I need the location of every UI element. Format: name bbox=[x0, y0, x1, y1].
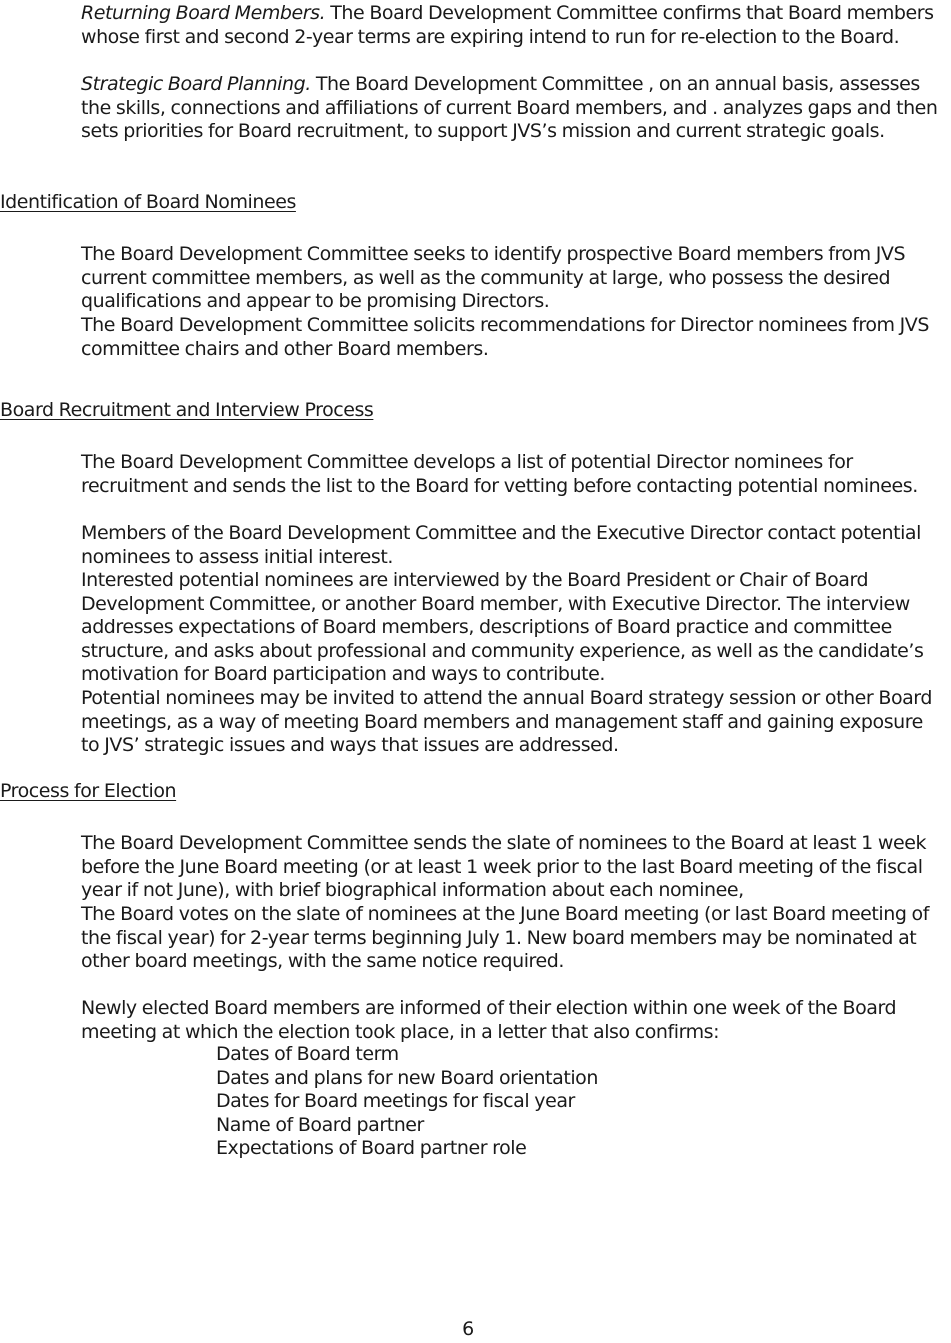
election-paragraph-3: Newly elected Board members are informed of their election within one week of the Board meeting at which the election took place, in a letter that also confirms: bbox=[81, 997, 897, 1043]
list-item: Dates of Board term bbox=[216, 1043, 399, 1065]
returning-board-members-text: The Board Development Committee confirms that Board members whose first and second 2-year terms are expiring intend to run for re-election to the Board. bbox=[81, 2, 934, 48]
page-number: 6 bbox=[462, 1318, 474, 1340]
identification-paragraph-1: The Board Development Committee seeks to identify prospective Board members from JVS current committee members, as well as the community at large, who possess the desired qualifications and appear to be promising Directors. bbox=[81, 243, 906, 313]
identification-paragraph-2: The Board Development Committee solicits recommendations for Director nominees from JVS committee chairs and other Board members. bbox=[81, 314, 929, 360]
strategic-board-planning-text: The Board Development Committee , on an annual basis, assesses the skills, connections and affiliations of current Board members, and . analyzes gaps and then sets priorities for Board recruitment, to support JVS’s mission and current strategic goals. bbox=[81, 73, 938, 143]
list-item: Expectations of Board partner role bbox=[216, 1137, 527, 1160]
identification-heading: Identification of Board Nominees bbox=[0, 191, 296, 213]
returning-board-members-lead: Returning Board Members. bbox=[81, 2, 326, 24]
confirmation-list bbox=[216, 1043, 598, 1161]
election-heading: Process for Election bbox=[0, 780, 177, 802]
recruitment-paragraph-2: Members of the Board Development Committee and the Executive Director contact potential nominees to assess initial interest. bbox=[81, 522, 921, 568]
list-item: Name of Board partner bbox=[216, 1113, 424, 1136]
recruitment-paragraph-3: Interested potential nominees are interviewed by the Board President or Chair of Board Development Committee, or another Board member, with Executive Director. The interview addresses expectations of Board members, descriptions of Board practice and committee structure, and asks about professional and community experience, as well as the candidate’s motivation for Board participation and ways to contribute. bbox=[81, 569, 924, 686]
election-paragraph-2: The Board votes on the slate of nominees at the June Board meeting (or last Board meeting of the fiscal year) for 2-year terms beginning July 1. New board members may be nominated at other board meetings, with the same notice required. bbox=[81, 903, 929, 973]
recruitment-paragraph-1: The Board Development Committee develops a list of potential Director nominees for recruitment and sends the list to the Board for vetting before contacting potential nominees. bbox=[81, 451, 918, 497]
strategic-board-planning-paragraph bbox=[81, 73, 943, 144]
election-paragraph-1: The Board Development Committee sends the slate of nominees to the Board at least 1 week before the June Board meeting (or at least 1 week prior to the last Board meeting of the fiscal year if not June), with brief biographical information about each nominee, bbox=[81, 832, 927, 902]
recruitment-heading: Board Recruitment and Interview Process bbox=[0, 399, 374, 421]
strategic-board-planning-lead: Strategic Board Planning. bbox=[81, 73, 311, 95]
recruitment-paragraph-4: Potential nominees may be invited to attend the annual Board strategy session or other Board meetings, as a way of meeting Board members and management staff and gaining exposure to JVS’ strategic issues and ways that issues are addressed. bbox=[81, 687, 932, 757]
returning-board-members-paragraph bbox=[81, 2, 943, 49]
list-item: Dates for Board meetings for fiscal year bbox=[216, 1090, 575, 1113]
list-item: Dates and plans for new Board orientation bbox=[216, 1066, 598, 1089]
